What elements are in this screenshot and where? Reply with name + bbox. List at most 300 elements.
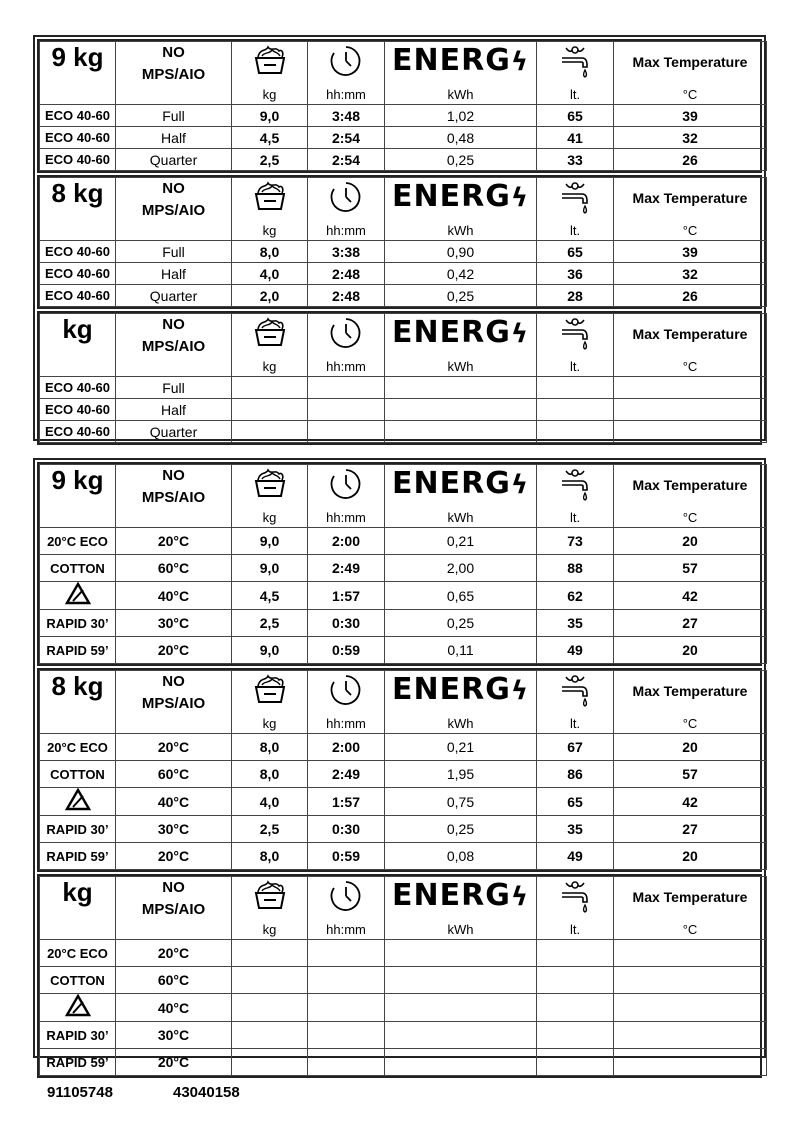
load-cell: 4,5	[232, 582, 308, 610]
duration-column-header	[308, 465, 385, 528]
table-row	[40, 734, 767, 761]
laundry-basket-icon	[232, 467, 307, 502]
energy-cell: 0,90	[385, 241, 537, 263]
energy-word: ENERG	[392, 466, 511, 501]
unit-energy: kWh	[447, 716, 474, 731]
program-cell: 20°C ECO	[40, 528, 116, 555]
load-cell	[232, 967, 308, 994]
energy-logo	[385, 316, 536, 351]
unit-water: lt.	[569, 510, 581, 525]
table-row	[40, 528, 767, 555]
mode-label	[116, 877, 232, 940]
energy-word: ENERG	[392, 179, 511, 214]
duration-column-header	[308, 314, 385, 377]
unit-time: hh:mm	[326, 510, 366, 525]
duration-cell: 3:38	[308, 241, 385, 263]
energy-word: ENERG	[392, 315, 511, 350]
energy-logo	[385, 180, 536, 215]
table-row	[40, 816, 767, 843]
max-temperature-cell: 39	[614, 105, 767, 127]
load-cell: 8,0	[232, 843, 308, 870]
water-cell: 33	[537, 149, 614, 171]
water-cell: 49	[537, 843, 614, 870]
max-temperature-label: Max Temperature	[632, 326, 748, 342]
duration-cell	[308, 994, 385, 1022]
duration-cell	[308, 399, 385, 421]
duration-cell: 2:48	[308, 263, 385, 285]
load-cell	[232, 940, 308, 967]
option-cell: 60°C	[116, 555, 232, 582]
option-cell: 60°C	[116, 967, 232, 994]
program-cell: ECO 40-60	[40, 377, 116, 399]
load-cell: 9,0	[232, 105, 308, 127]
option-cell: Quarter	[116, 149, 232, 171]
load-cell: 2,0	[232, 285, 308, 307]
unit-temp: °C	[682, 359, 698, 374]
duration-column-header	[308, 671, 385, 734]
synthetic-triangle-icon	[65, 800, 91, 815]
energy-cell: 0,11	[385, 637, 537, 664]
load-column-header	[232, 42, 308, 105]
program-cell: RAPID 30’	[40, 816, 116, 843]
energy-cell: 0,25	[385, 610, 537, 637]
program-cell	[40, 582, 116, 610]
water-cell	[537, 994, 614, 1022]
water-column-header	[537, 671, 614, 734]
option-cell: Quarter	[116, 421, 232, 443]
mode-line-1: NO	[162, 673, 185, 690]
water-cell: 73	[537, 528, 614, 555]
energy-cell	[385, 940, 537, 967]
laundry-basket-icon	[232, 316, 307, 351]
program-cell: ECO 40-60	[40, 149, 116, 171]
unit-kg: kg	[262, 223, 277, 238]
load-cell: 9,0	[232, 528, 308, 555]
unit-water: lt.	[569, 223, 581, 238]
duration-cell: 0:30	[308, 816, 385, 843]
energy-cell: 2,00	[385, 555, 537, 582]
duration-column-header	[308, 877, 385, 940]
duration-cell: 1:57	[308, 788, 385, 816]
energy-word: ENERG	[392, 43, 511, 78]
load-column-header	[232, 178, 308, 241]
duration-cell	[308, 1022, 385, 1049]
laundry-basket-icon	[232, 44, 307, 79]
table-row	[40, 399, 767, 421]
table-row	[40, 637, 767, 664]
program-cell: RAPID 59’	[40, 637, 116, 664]
option-cell: Half	[116, 399, 232, 421]
program-table	[39, 464, 767, 664]
unit-water: lt.	[569, 922, 581, 937]
duration-cell	[308, 1049, 385, 1076]
eco-programs-table-group	[33, 35, 766, 441]
unit-temp: °C	[682, 922, 698, 937]
duration-cell: 2:00	[308, 528, 385, 555]
capacity-block	[37, 668, 762, 872]
table-row	[40, 1049, 767, 1076]
max-temperature-column-header	[614, 465, 767, 528]
unit-time: hh:mm	[326, 223, 366, 238]
energy-cell	[385, 1049, 537, 1076]
program-cell	[40, 788, 116, 816]
duration-cell: 2:49	[308, 761, 385, 788]
water-tap-icon	[537, 879, 613, 918]
duration-cell: 3:48	[308, 105, 385, 127]
duration-cell: 2:54	[308, 127, 385, 149]
energy-cell	[385, 377, 537, 399]
option-cell: 20°C	[116, 940, 232, 967]
water-cell: 86	[537, 761, 614, 788]
option-cell: Quarter	[116, 285, 232, 307]
mode-line-2: MPS/AIO	[141, 202, 206, 219]
table-header-row	[40, 465, 767, 528]
unit-time: hh:mm	[326, 716, 366, 731]
laundry-basket-icon	[232, 180, 307, 215]
table-header-row	[40, 42, 767, 105]
clock-icon	[308, 467, 384, 504]
max-temperature-cell: 57	[614, 761, 767, 788]
water-cell	[537, 1022, 614, 1049]
load-column-header	[232, 465, 308, 528]
unit-energy: kWh	[447, 359, 474, 374]
unit-temp: °C	[682, 716, 698, 731]
max-temperature-column-header	[614, 178, 767, 241]
energy-logo	[385, 467, 536, 502]
capacity-block	[37, 39, 762, 173]
max-temperature-cell: 20	[614, 637, 767, 664]
energy-column-header	[385, 314, 537, 377]
program-cell: RAPID 30’	[40, 610, 116, 637]
mode-line-1: NO	[162, 879, 185, 896]
max-temperature-cell	[614, 1022, 767, 1049]
table-row	[40, 105, 767, 127]
max-temperature-column-header	[614, 671, 767, 734]
clock-icon	[308, 879, 384, 916]
water-tap-icon	[537, 673, 613, 712]
table-row	[40, 241, 767, 263]
option-cell: 40°C	[116, 994, 232, 1022]
max-temperature-cell: 42	[614, 788, 767, 816]
water-cell: 35	[537, 816, 614, 843]
load-cell: 8,0	[232, 761, 308, 788]
water-column-header	[537, 465, 614, 528]
load-cell	[232, 1049, 308, 1076]
water-cell	[537, 377, 614, 399]
capacity-label: 9 kg	[40, 465, 116, 528]
unit-temp: °C	[682, 510, 698, 525]
load-cell: 4,0	[232, 788, 308, 816]
load-cell: 8,0	[232, 734, 308, 761]
energy-word: ENERG	[392, 878, 511, 913]
program-cell: RAPID 59’	[40, 843, 116, 870]
water-cell: 67	[537, 734, 614, 761]
load-cell	[232, 994, 308, 1022]
unit-water: lt.	[569, 87, 581, 102]
mode-line-2: MPS/AIO	[141, 695, 206, 712]
program-cell: RAPID 30’	[40, 1022, 116, 1049]
max-temperature-cell: 32	[614, 263, 767, 285]
duration-cell: 2:48	[308, 285, 385, 307]
mode-line-1: NO	[162, 316, 185, 333]
program-cell: ECO 40-60	[40, 421, 116, 443]
load-column-header	[232, 671, 308, 734]
unit-water: lt.	[569, 716, 581, 731]
energy-cell: 0,48	[385, 127, 537, 149]
table-header-row	[40, 178, 767, 241]
water-cell: 49	[537, 637, 614, 664]
max-temperature-cell	[614, 940, 767, 967]
max-temperature-cell: 42	[614, 582, 767, 610]
capacity-block	[37, 874, 762, 1078]
max-temperature-cell: 20	[614, 734, 767, 761]
energy-cell: 0,08	[385, 843, 537, 870]
mode-label	[116, 42, 232, 105]
water-tap-icon	[537, 180, 613, 219]
table-row	[40, 940, 767, 967]
unit-kg: kg	[262, 922, 277, 937]
mode-label	[116, 314, 232, 377]
unit-time: hh:mm	[326, 87, 366, 102]
program-cell: ECO 40-60	[40, 241, 116, 263]
max-temperature-cell: 39	[614, 241, 767, 263]
unit-water: lt.	[569, 359, 581, 374]
load-column-header	[232, 314, 308, 377]
program-cell: ECO 40-60	[40, 285, 116, 307]
program-table	[39, 670, 767, 870]
water-cell: 41	[537, 127, 614, 149]
option-cell: Full	[116, 377, 232, 399]
max-temperature-cell: 57	[614, 555, 767, 582]
option-cell: 30°C	[116, 816, 232, 843]
water-cell	[537, 399, 614, 421]
load-cell: 2,5	[232, 149, 308, 171]
option-cell: 60°C	[116, 761, 232, 788]
energy-column-header	[385, 465, 537, 528]
water-cell: 65	[537, 105, 614, 127]
max-temperature-label: Max Temperature	[632, 477, 748, 493]
energy-column-header	[385, 671, 537, 734]
program-cell: ECO 40-60	[40, 263, 116, 285]
energy-cell: 0,25	[385, 285, 537, 307]
option-cell: Half	[116, 263, 232, 285]
table-row	[40, 127, 767, 149]
energy-cell	[385, 421, 537, 443]
mode-label	[116, 465, 232, 528]
capacity-block	[37, 175, 762, 309]
table-row	[40, 582, 767, 610]
load-cell: 9,0	[232, 637, 308, 664]
load-cell	[232, 1022, 308, 1049]
load-cell: 9,0	[232, 555, 308, 582]
max-temperature-cell: 27	[614, 816, 767, 843]
max-temperature-label: Max Temperature	[632, 190, 748, 206]
program-cell: ECO 40-60	[40, 127, 116, 149]
capacity-label: kg	[40, 877, 116, 940]
water-cell: 65	[537, 788, 614, 816]
duration-cell: 0:59	[308, 637, 385, 664]
energy-cell: 0,42	[385, 263, 537, 285]
option-cell: 30°C	[116, 1022, 232, 1049]
energy-cell: 1,02	[385, 105, 537, 127]
unit-kg: kg	[262, 87, 277, 102]
energy-column-header	[385, 178, 537, 241]
lightning-bolt-icon: ϟ	[510, 882, 529, 912]
table-row	[40, 761, 767, 788]
energy-cell: 0,21	[385, 734, 537, 761]
duration-cell: 0:30	[308, 610, 385, 637]
clock-icon	[308, 180, 384, 217]
duration-column-header	[308, 178, 385, 241]
duration-cell: 0:59	[308, 843, 385, 870]
duration-cell	[308, 967, 385, 994]
unit-energy: kWh	[447, 922, 474, 937]
lightning-bolt-icon: ϟ	[510, 319, 529, 349]
energy-word: ENERG	[392, 672, 511, 707]
program-cell: ECO 40-60	[40, 399, 116, 421]
energy-logo	[385, 673, 536, 708]
load-cell: 8,0	[232, 241, 308, 263]
load-cell: 2,5	[232, 610, 308, 637]
option-cell: 20°C	[116, 734, 232, 761]
program-table	[39, 876, 767, 1076]
mode-line-2: MPS/AIO	[141, 338, 206, 355]
table-row	[40, 377, 767, 399]
program-table	[39, 313, 767, 443]
mode-line-1: NO	[162, 180, 185, 197]
duration-cell: 2:54	[308, 149, 385, 171]
mode-line-2: MPS/AIO	[141, 901, 206, 918]
load-column-header	[232, 877, 308, 940]
duration-cell: 2:49	[308, 555, 385, 582]
water-tap-icon	[537, 467, 613, 506]
max-temperature-cell: 26	[614, 149, 767, 171]
load-cell: 2,5	[232, 816, 308, 843]
duration-cell	[308, 421, 385, 443]
mode-line-1: NO	[162, 467, 185, 484]
water-tap-icon	[537, 316, 613, 355]
program-cell: COTTON	[40, 967, 116, 994]
table-row	[40, 285, 767, 307]
energy-cell: 0,25	[385, 149, 537, 171]
max-temperature-cell	[614, 399, 767, 421]
energy-logo	[385, 879, 536, 914]
lightning-bolt-icon: ϟ	[510, 470, 529, 500]
table-header-row	[40, 877, 767, 940]
other-programs-table-group	[33, 458, 766, 1070]
energy-cell: 0,75	[385, 788, 537, 816]
option-cell: 40°C	[116, 788, 232, 816]
program-cell: 20°C ECO	[40, 940, 116, 967]
lightning-bolt-icon: ϟ	[510, 183, 529, 213]
capacity-label: kg	[40, 314, 116, 377]
program-table	[39, 41, 767, 171]
unit-kg: kg	[262, 716, 277, 731]
duration-cell: 2:00	[308, 734, 385, 761]
load-cell: 4,0	[232, 263, 308, 285]
table-row	[40, 967, 767, 994]
water-column-header	[537, 314, 614, 377]
unit-temp: °C	[682, 87, 698, 102]
duration-column-header	[308, 42, 385, 105]
table-row	[40, 149, 767, 171]
water-column-header	[537, 42, 614, 105]
table-header-row	[40, 671, 767, 734]
energy-column-header	[385, 42, 537, 105]
mode-line-2: MPS/AIO	[141, 66, 206, 83]
water-cell: 88	[537, 555, 614, 582]
max-temperature-column-header	[614, 42, 767, 105]
max-temperature-cell: 27	[614, 610, 767, 637]
capacity-block	[37, 311, 762, 445]
water-cell: 35	[537, 610, 614, 637]
water-column-header	[537, 877, 614, 940]
program-cell: RAPID 59’	[40, 1049, 116, 1076]
unit-kg: kg	[262, 510, 277, 525]
laundry-basket-icon	[232, 673, 307, 708]
max-temperature-cell	[614, 994, 767, 1022]
lightning-bolt-icon: ϟ	[510, 676, 529, 706]
energy-cell	[385, 399, 537, 421]
option-cell: 20°C	[116, 637, 232, 664]
program-cell	[40, 994, 116, 1022]
max-temperature-label: Max Temperature	[632, 54, 748, 70]
program-cell: ECO 40-60	[40, 105, 116, 127]
max-temperature-cell	[614, 1049, 767, 1076]
table-header-row	[40, 314, 767, 377]
mode-label	[116, 671, 232, 734]
program-cell: COTTON	[40, 761, 116, 788]
synthetic-triangle-icon	[65, 594, 91, 609]
water-cell	[537, 1049, 614, 1076]
load-cell	[232, 421, 308, 443]
unit-temp: °C	[682, 223, 698, 238]
mode-label	[116, 178, 232, 241]
energy-cell: 1,95	[385, 761, 537, 788]
table-row	[40, 610, 767, 637]
energy-column-header	[385, 877, 537, 940]
max-temperature-column-header	[614, 877, 767, 940]
table-row	[40, 263, 767, 285]
energy-logo	[385, 44, 536, 79]
energy-cell	[385, 967, 537, 994]
clock-icon	[308, 44, 384, 81]
duration-cell	[308, 940, 385, 967]
duration-cell: 1:57	[308, 582, 385, 610]
max-temperature-cell: 32	[614, 127, 767, 149]
option-cell: Full	[116, 241, 232, 263]
table-row	[40, 555, 767, 582]
option-cell: Full	[116, 105, 232, 127]
option-cell: 30°C	[116, 610, 232, 637]
table-row	[40, 788, 767, 816]
energy-cell	[385, 1022, 537, 1049]
unit-energy: kWh	[447, 223, 474, 238]
option-cell: 20°C	[116, 1049, 232, 1076]
energy-cell: 0,21	[385, 528, 537, 555]
load-cell	[232, 377, 308, 399]
program-cell: 20°C ECO	[40, 734, 116, 761]
clock-icon	[308, 673, 384, 710]
water-column-header	[537, 178, 614, 241]
mode-line-2: MPS/AIO	[141, 489, 206, 506]
water-cell: 62	[537, 582, 614, 610]
water-cell	[537, 421, 614, 443]
clock-icon	[308, 316, 384, 353]
energy-cell: 0,65	[385, 582, 537, 610]
capacity-label: 8 kg	[40, 671, 116, 734]
unit-energy: kWh	[447, 87, 474, 102]
